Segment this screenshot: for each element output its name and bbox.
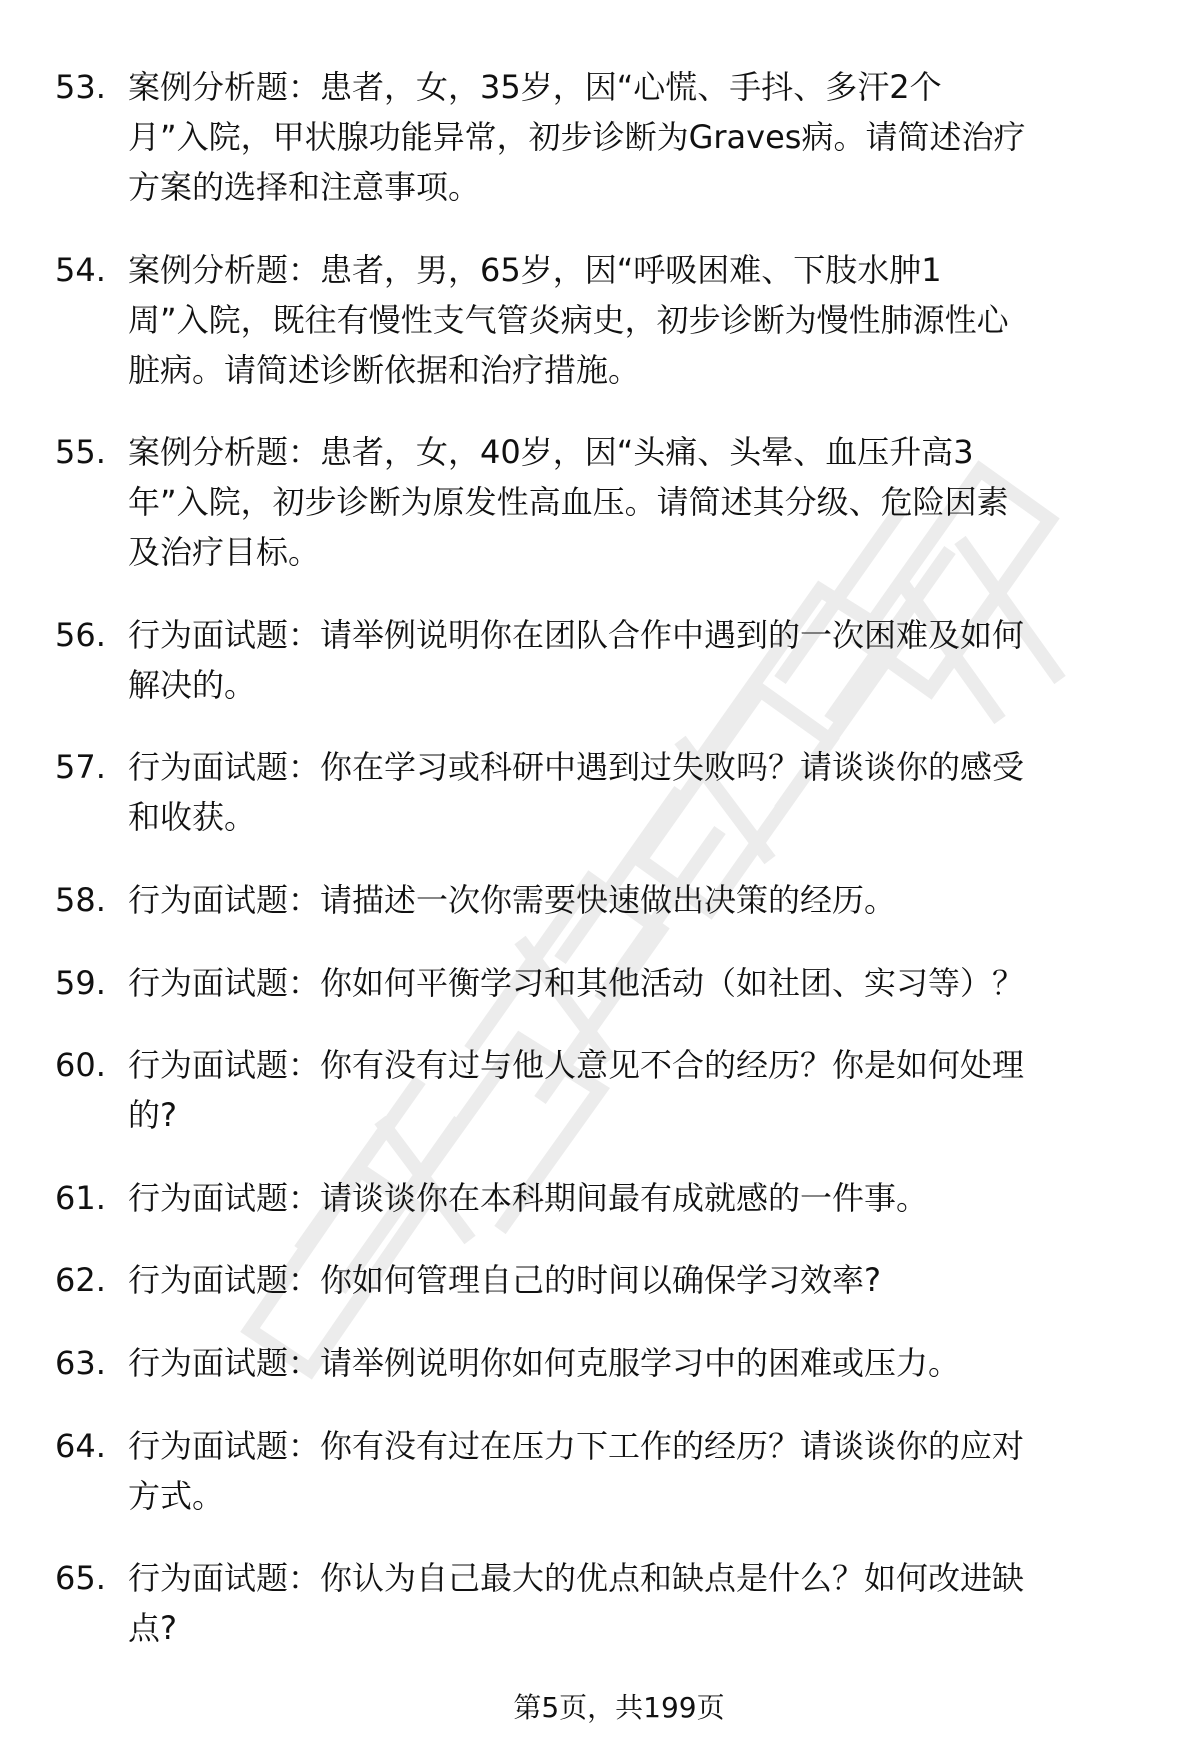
- question-item: [0, 1173, 1200, 1223]
- question-line: 行为面试题：你如何管理自己的时间以确保学习效率?: [128, 1261, 881, 1300]
- question-line: 行为面试题：你在学习或科研中遇到过失败吗？请谈谈你的感受: [128, 748, 1025, 787]
- question-line: 行为面试题：请举例说明你在团队合作中遇到的一次困难及如何: [128, 615, 1025, 654]
- question-item: [0, 610, 1200, 710]
- question-number: 56.: [55, 615, 106, 654]
- question-text: [128, 742, 1158, 842]
- question-line: 的?: [128, 1096, 177, 1135]
- page-number-label: 第5页，共199页: [513, 1691, 725, 1724]
- question-line: 行为面试题：请举例说明你如何克服学习中的困难或压力。: [128, 1343, 961, 1382]
- question-number: 55.: [55, 433, 106, 472]
- question-text: [128, 427, 1158, 577]
- question-item: [0, 1255, 1200, 1305]
- question-line: 行为面试题：你如何平衡学习和其他活动（如社团、实习等）？: [128, 963, 1025, 1002]
- question-text: [128, 1040, 1158, 1140]
- question-number: 57.: [55, 748, 106, 787]
- question-line: 方案的选择和注意事项。: [128, 168, 481, 206]
- question-line: 行为面试题：你有没有过与他人意见不合的经历？你是如何处理: [128, 1046, 1025, 1085]
- question-number: 59.: [55, 963, 106, 1002]
- question-item: [0, 958, 1200, 1008]
- question-line: 案例分析题：患者，男，65岁，因“呼吸困难、下肢水肿1: [128, 250, 942, 289]
- question-line: 月”入院，甲状腺功能异常，初步诊断为Graves病。请简述治疗: [128, 118, 1026, 156]
- question-list: [0, 62, 1200, 1686]
- question-text: [128, 62, 1158, 212]
- question-number: 64.: [55, 1426, 106, 1465]
- question-number: 60.: [55, 1046, 106, 1085]
- question-item: [0, 1338, 1200, 1388]
- question-text: [128, 875, 1158, 925]
- page-footer: [0, 1688, 1200, 1728]
- question-item: [0, 1040, 1200, 1140]
- question-number: 61.: [55, 1178, 106, 1217]
- question-text: [128, 610, 1158, 710]
- question-number: 58.: [55, 880, 106, 919]
- question-line: 周”入院，既往有慢性支气管炎病史，初步诊断为慢性肺源性心: [128, 300, 1009, 339]
- question-line: 案例分析题：患者，女，35岁，因“心慌、手抖、多汗2个: [128, 68, 942, 106]
- question-line: 脏病。请简述诊断依据和治疗措施。: [128, 350, 641, 389]
- question-number: 63.: [55, 1343, 106, 1382]
- question-line: 行为面试题：你有没有过在压力下工作的经历？请谈谈你的应对: [128, 1426, 1025, 1465]
- question-text: [128, 1173, 1158, 1223]
- question-number: 54.: [55, 250, 106, 289]
- question-line: 行为面试题：你认为自己最大的优点和缺点是什么？如何改进缺: [128, 1559, 1025, 1598]
- question-line: 和收获。: [128, 798, 257, 837]
- question-item: [0, 742, 1200, 842]
- question-line: 及治疗目标。: [128, 533, 321, 572]
- question-item: [0, 427, 1200, 577]
- question-line: 点?: [128, 1609, 177, 1648]
- question-number: 65.: [55, 1559, 106, 1598]
- question-text: [128, 958, 1158, 1008]
- question-line: 案例分析题：患者，女，40岁，因“头痛、头晕、血压升高3: [128, 433, 974, 472]
- question-line: 年”入院，初步诊断为原发性高血压。请简述其分级、危险因素: [128, 483, 1009, 522]
- question-text: [128, 1255, 1158, 1305]
- question-line: 行为面试题：请谈谈你在本科期间最有成就感的一件事。: [128, 1178, 929, 1217]
- question-number: 53.: [55, 68, 106, 106]
- question-item: [0, 1421, 1200, 1521]
- question-number: 62.: [55, 1261, 106, 1300]
- question-text: [128, 1338, 1158, 1388]
- question-item: [0, 62, 1200, 212]
- question-line: 方式。: [128, 1476, 225, 1515]
- question-item: [0, 245, 1200, 395]
- question-item: [0, 1553, 1200, 1653]
- question-text: [128, 1553, 1158, 1653]
- question-text: [128, 1421, 1158, 1521]
- question-line: 行为面试题：请描述一次你需要快速做出决策的经历。: [128, 880, 897, 919]
- question-item: [0, 875, 1200, 925]
- question-line: 解决的。: [128, 665, 257, 704]
- question-text: [128, 245, 1158, 395]
